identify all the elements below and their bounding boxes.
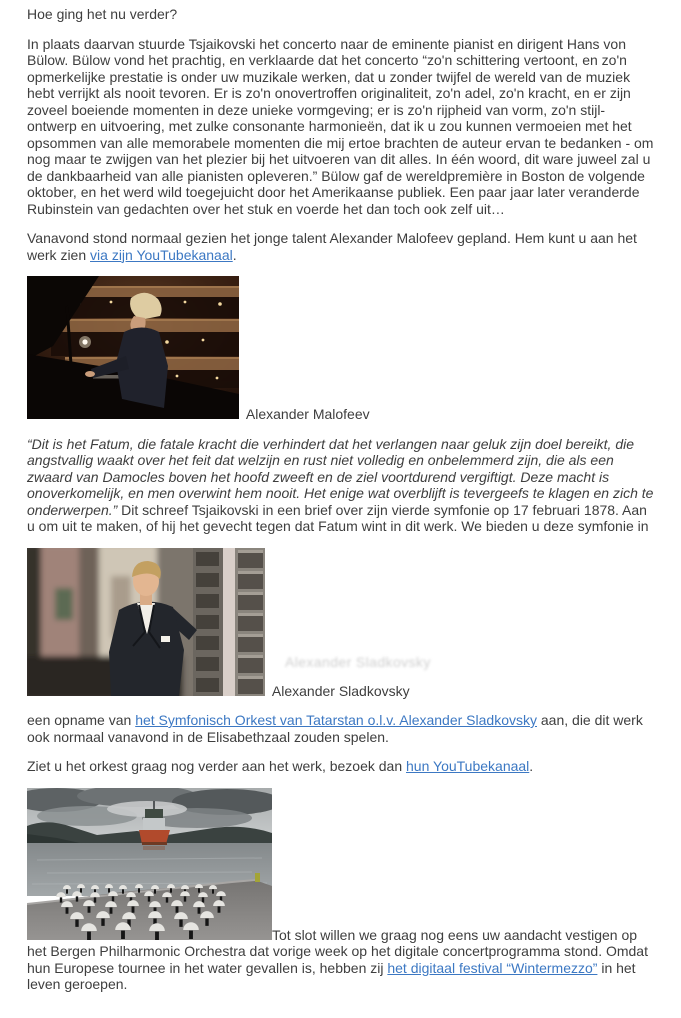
sladkovsky-photo [27, 548, 265, 696]
ghost-caption-sladkovsky: Alexander Sladkovsky [285, 653, 431, 670]
malofeev-photo [27, 276, 239, 419]
text-run: Tot slot willen we graag nog eens uw aandacht vestigen op het Bergen Philharmonic Orchestra dat vorige week op het digitale concertprogramma stond. Omdat hun Europese tournee in het water gevallen is, hebben zij [27, 926, 648, 976]
paragraph-fatum-quote [27, 436, 654, 535]
text-run: . [232, 246, 237, 263]
text-run: in het leven geroepen. [27, 959, 636, 992]
figure-sladkovsky [27, 548, 654, 700]
link-wintermezzo-festival[interactable]: het digitaal festival “Wintermezzo” [387, 959, 598, 976]
paragraph-bulow: In plaats daarvan stuurde Tsjaikovski het concerto naar de eminente pianist en dirigent Hans von Bülow. Bülow vond het prachtig, en verklaarde dat het concerto “zo'n schittering vertoont, en zo'n opmerkelijke prestatie is onder uw muzikale werken, dat u zonder twijfel de wereld van de muziek hebt verrijkt als nooit tevoren. Er is zo'n onovertroffen originaliteit, zo'n adel, zo'n kracht, en er zijn zoveel boeiende momenten in deze unieke vormgeving; er is zo'n rijpheid van vorm, zo'n stijl-ontwerp en uitvoering, met zulke consonante harmonieën, dat ik u zou kunnen vermoeien met het opsommen van alle memorabele momenten die mij ertoe brachten de auteur ervan te bedanken - om nog maar te zwijgen van het plezier bij het uitvoeren van dit alles. In één woord, dit ware juweel zal u de dankbaarheid van alle pianisten opleveren.” Bülow gaf de wereldpremière in Boston de volgende oktober, en het werd wild toegejuicht door het Amerikaanse publiek. Een paar jaar later veranderde Rubinstein van gedachten over het stuk en voerde het dan toch ook zelf uit… [27, 35, 654, 217]
link-malofeev-youtube[interactable]: via zijn YouTubekanaal [90, 246, 233, 263]
link-tatarstan-orchestra[interactable]: het Symfonisch Orkest van Tatarstan o.l.v. Alexander Sladkovsky [135, 712, 537, 728]
figure-malofeev [27, 276, 654, 423]
text-run: Vanavond stond normaal gezien het jonge talent Alexander Malofeev gepland. Hem kunt u aan het werk zien [27, 230, 637, 263]
paragraph-recording [27, 712, 654, 745]
text-run: een opname van [27, 712, 136, 728]
caption-sladkovsky: Alexander Sladkovsky [271, 682, 410, 699]
paragraph-intro-question: Hoe ging het nu verder? [27, 6, 178, 22]
text-run: Ziet u het orkest graag nog verder aan het werk, bezoek dan [27, 758, 407, 774]
text-run: Dit schreef Tsjaikovski in een brief over zijn vierde symfonie op 17 februari 1878. Aan u om uit te maken, of hij het gevecht tegen dat Fatum wint in dit werk. We bieden u deze symfonie in [27, 501, 649, 534]
figure-bergen-with-text [27, 788, 654, 993]
bergen-orchestra-photo [27, 788, 272, 940]
text-run: . [529, 758, 534, 774]
text-run: aan, die dit werk ook normaal vanavond in de Elisabethzaal zouden spelen. [27, 712, 643, 745]
link-orchestra-youtube[interactable]: hun YouTubekanaal [406, 758, 530, 774]
paragraph-tonight [27, 230, 654, 263]
fatum-quote-italic: “Dit is het Fatum, die fatale kracht die verhindert dat het verlangen naar geluk zijn doel bereikt, die angstvallig waakt over het feit dat welzijn en rust niet volledig en onbelemmerd zijn, die als een zwaard van Damocles boven het hoofd zweeft en de ziel voortdurend vergiftigt. Deze macht is onoverkomelijk, en men overwint hem nooit. Het enige wat overblijft is tevergeefs te klagen en zich te onderwerpen.” [27, 435, 654, 518]
caption-malofeev: Alexander Malofeev [245, 406, 370, 422]
paragraph-orkest-youtube [27, 758, 654, 775]
